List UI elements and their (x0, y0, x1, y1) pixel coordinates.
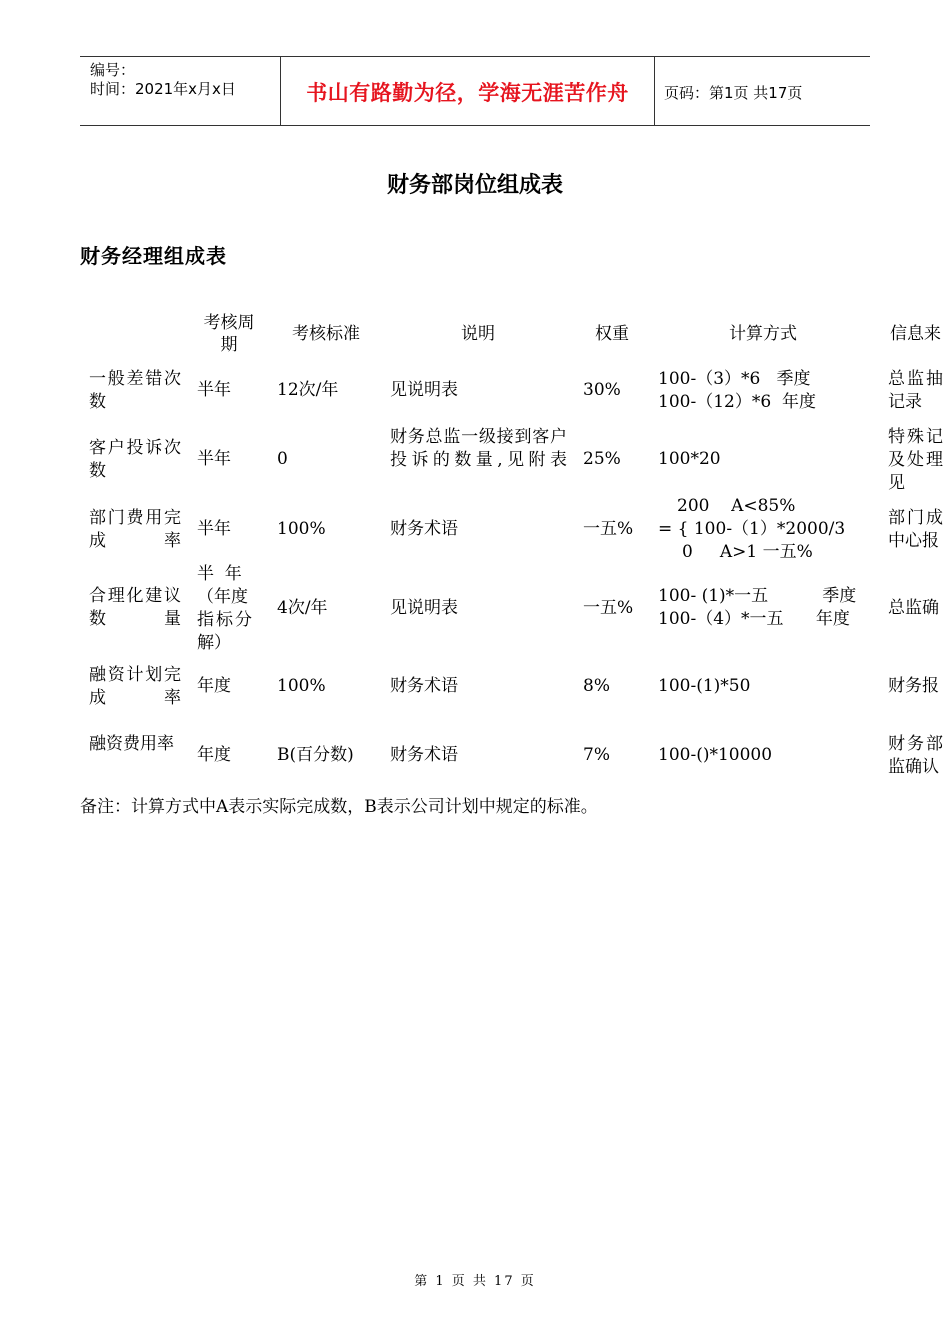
row-calculation: 100-()*10000 (658, 745, 773, 765)
row-period: 半年 (197, 519, 231, 539)
row-source: 财务报 (888, 676, 939, 696)
row-period: 指标分 (197, 610, 254, 630)
row-item-name: 融资计划完成率 (89, 665, 181, 708)
row-source: 总监确 (888, 598, 939, 618)
row-period: 半年 (197, 380, 231, 400)
row-weight: 30% (583, 380, 621, 400)
column-header-source: 信息来 (890, 324, 941, 344)
row-source: 中心报 (888, 531, 939, 551)
row-description: 财务术语 (390, 519, 458, 539)
row-period: 半年 (197, 449, 231, 469)
header-page-label: 页码：第1页 共17页 (664, 84, 803, 102)
table-note: 备注：计算方式中A表示实际完成数，B表示公司计划中规定的标准。 (80, 797, 598, 817)
row-period: 年度 (197, 745, 231, 765)
row-source: 部门成 (888, 508, 945, 528)
row-description: 财务术语 (390, 676, 458, 696)
row-calculation: = { 100-（1）*2000/3 (658, 519, 846, 539)
row-item-name: 融资费用率 (89, 734, 174, 754)
row-period: 半 年 (197, 564, 242, 584)
row-standard: 12次/年 (277, 380, 339, 400)
row-item-name: 客户投诉次数 (89, 438, 181, 481)
row-description: 财务总监一级接到客户投诉的数量,见附表 (390, 427, 567, 470)
row-source: 及处理 (888, 450, 945, 470)
row-calculation: 100- (1)*一五 季度 (658, 586, 857, 606)
page-footer: 第 1 页 共 17 页 (414, 1274, 536, 1289)
row-standard: B(百分数) (277, 745, 354, 765)
row-standard: 0 (277, 449, 288, 469)
column-header-description: 说明 (461, 324, 495, 344)
header-time: 时间：2021年x月x日 (90, 80, 236, 98)
row-weight: 一五% (583, 598, 634, 618)
row-description: 见说明表 (390, 598, 458, 618)
row-calculation: 100-（12）*6 年度 (658, 392, 816, 412)
row-description: 财务术语 (390, 745, 458, 765)
row-calculation: 100-（4）*一五 年度 (658, 609, 850, 629)
row-period: 解） (197, 633, 231, 653)
row-period: 年度 (197, 676, 231, 696)
column-header-calculation: 计算方式 (729, 324, 797, 344)
row-item-name: 合理化建议数量 (89, 586, 181, 629)
header-meta (90, 61, 236, 99)
column-header-standard: 考核标准 (292, 324, 360, 344)
page-header (80, 56, 870, 126)
column-header-period: 考核周期 (203, 313, 255, 355)
row-period: （年度 (197, 587, 248, 607)
row-source: 总监抽 (888, 369, 945, 389)
row-standard: 4次/年 (277, 598, 328, 618)
header-divider (654, 57, 655, 125)
row-source: 财务部 (888, 734, 945, 754)
header-number: 编号： (90, 61, 136, 79)
column-header-weight: 权重 (595, 324, 629, 344)
row-item-name: 一般差错次数 (89, 369, 181, 412)
section-title: 财务经理组成表 (80, 244, 227, 268)
row-weight: 7% (583, 745, 610, 765)
row-calculation: 100-（3）*6 季度 (658, 369, 811, 389)
row-source: 见 (888, 473, 905, 493)
row-standard: 100% (277, 676, 326, 696)
row-weight: 8% (583, 676, 610, 696)
row-description: 见说明表 (390, 380, 458, 400)
row-standard: 100% (277, 519, 326, 539)
document-title: 财务部岗位组成表 (386, 173, 563, 198)
header-motto: 书山有路勤为径，学海无涯苦作舟 (306, 80, 629, 105)
row-weight: 25% (583, 449, 621, 469)
row-item-name: 部门费用完成率 (89, 508, 181, 551)
row-weight: 一五% (583, 519, 634, 539)
row-calculation: 100*20 (658, 449, 721, 469)
row-calculation: 200 A<85% (677, 496, 796, 516)
row-source: 特殊记 (888, 427, 945, 447)
row-source: 记录 (888, 392, 922, 412)
row-calculation: 100-(1)*50 (658, 676, 751, 696)
row-calculation: 0 A>1 一五% (682, 542, 813, 562)
row-source: 监确认 (888, 757, 939, 777)
